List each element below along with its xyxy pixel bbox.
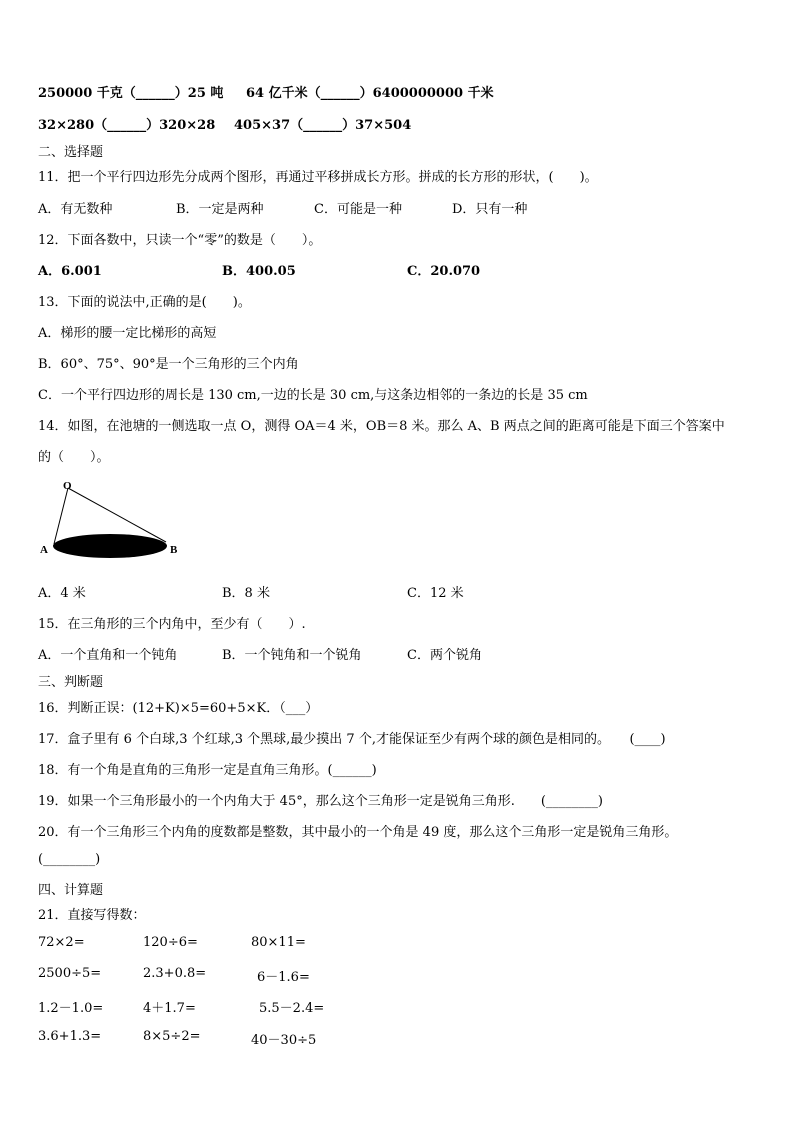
q12-stem: 12．下面各数中，只读一个“零”的数是（ ）。	[38, 233, 322, 248]
q12-option-a: A．6.001	[38, 264, 102, 279]
section-title-calculation: 四、计算题	[38, 883, 104, 898]
q15-stem: 15．在三角形的三个内角中，至少有（ ）.	[38, 617, 306, 632]
q11-option-c: C．可能是一种	[314, 202, 402, 217]
q13-stem: 13．下面的说法中,正确的是( )。	[38, 295, 251, 310]
q18: 18．有一个角是直角的三角形一定是直角三角形。(______)	[38, 763, 377, 778]
q17: 17．盒子里有 6 个白球,3 个红球,3 个黑球,最少摸出 7 个,才能保证至少有两个球的颜色是相同的。 (____)	[38, 732, 666, 747]
q12-option-c: C．20.070	[407, 264, 481, 279]
q11-option-b: B．一定是两种	[176, 202, 264, 217]
q11-stem: 11．把一个平行四边形先分成两个图形，再通过平移拼成长方形。拼成的长方形的形状，( )。	[38, 170, 598, 185]
calc-item: 80×11=	[251, 935, 306, 950]
calc-item: 2.3+0.8=	[143, 966, 207, 981]
calc-item: 40－30÷5	[251, 1033, 317, 1048]
compare-item-2a: 32×280（______）320×28	[38, 118, 216, 133]
q15-option-b: B．一个钝角和一个锐角	[222, 648, 362, 663]
q20-line1: 20．有一个三角形三个内角的度数都是整数，其中最小的一个角是 49 度，那么这个三角形一定是锐角三角形。	[38, 825, 678, 840]
q15-option-c: C．两个锐角	[407, 648, 482, 663]
calc-item: 2500÷5=	[38, 966, 102, 981]
q12-option-b: B．400.05	[222, 264, 296, 279]
calc-item: 6－1.6=	[257, 970, 310, 985]
q19: 19．如果一个三角形最小的一个内角大于 45°，那么这个三角形一定是锐角三角形. (________)	[38, 794, 603, 809]
compare-item-1a: 250000 千克（______）25 吨	[38, 86, 224, 101]
calc-item: 3.6+1.3=	[38, 1029, 102, 1044]
segment-oa	[54, 488, 68, 544]
segment-ob	[68, 488, 166, 542]
q11-option-d: D．只有一种	[452, 202, 528, 217]
q14-option-a: A．4 米	[38, 586, 86, 601]
q13-option-a: A．梯形的腰一定比梯形的高短	[38, 326, 217, 341]
q14-option-c: C．12 米	[407, 586, 464, 601]
q13-option-b: B．60°、75°、90°是一个三角形的三个内角	[38, 357, 299, 372]
calc-item: 4＋1.7=	[143, 1001, 196, 1016]
compare-item-1b: 64 亿千米（______）6400000000 千米	[246, 86, 494, 101]
q15-option-a: A．一个直角和一个钝角	[38, 648, 178, 663]
label-a: A	[40, 544, 48, 556]
calc-item: 1.2－1.0=	[38, 1001, 104, 1016]
section-title-choice: 二、选择题	[38, 145, 104, 160]
calc-item: 72×2=	[38, 935, 85, 950]
q14-pond-figure	[36, 476, 196, 560]
label-b: B	[170, 544, 178, 556]
compare-item-2b: 405×37（______）37×504	[234, 118, 412, 133]
q14-stem-line1: 14．如图，在池塘的一侧选取一点 O，测得 OA＝4 米，OB＝8 米。那么 A、B 两点之间的距离可能是下面三个答案中	[38, 419, 725, 434]
q21-stem: 21．直接写得数：	[38, 908, 146, 923]
section-title-judgment: 三、判断题	[38, 675, 104, 690]
q16: 16．判断正误：(12+K)×5=60+5×K．（___）	[38, 701, 319, 716]
q14-option-b: B．8 米	[222, 586, 270, 601]
pond-shape	[53, 534, 167, 558]
q14-stem-line2: 的（ ）。	[38, 450, 110, 465]
q20-line2: (________)	[38, 852, 101, 867]
q13-option-c: C．一个平行四边形的周长是 130 cm,一边的长是 30 cm,与这条边相邻的一条边的长是 35 cm	[38, 388, 588, 403]
calc-item: 8×5÷2=	[143, 1029, 201, 1044]
calc-item: 120÷6=	[143, 935, 198, 950]
q11-option-a: A．有无数种	[38, 202, 113, 217]
calc-item: 5.5－2.4=	[259, 1001, 325, 1016]
label-o: O	[63, 480, 72, 492]
